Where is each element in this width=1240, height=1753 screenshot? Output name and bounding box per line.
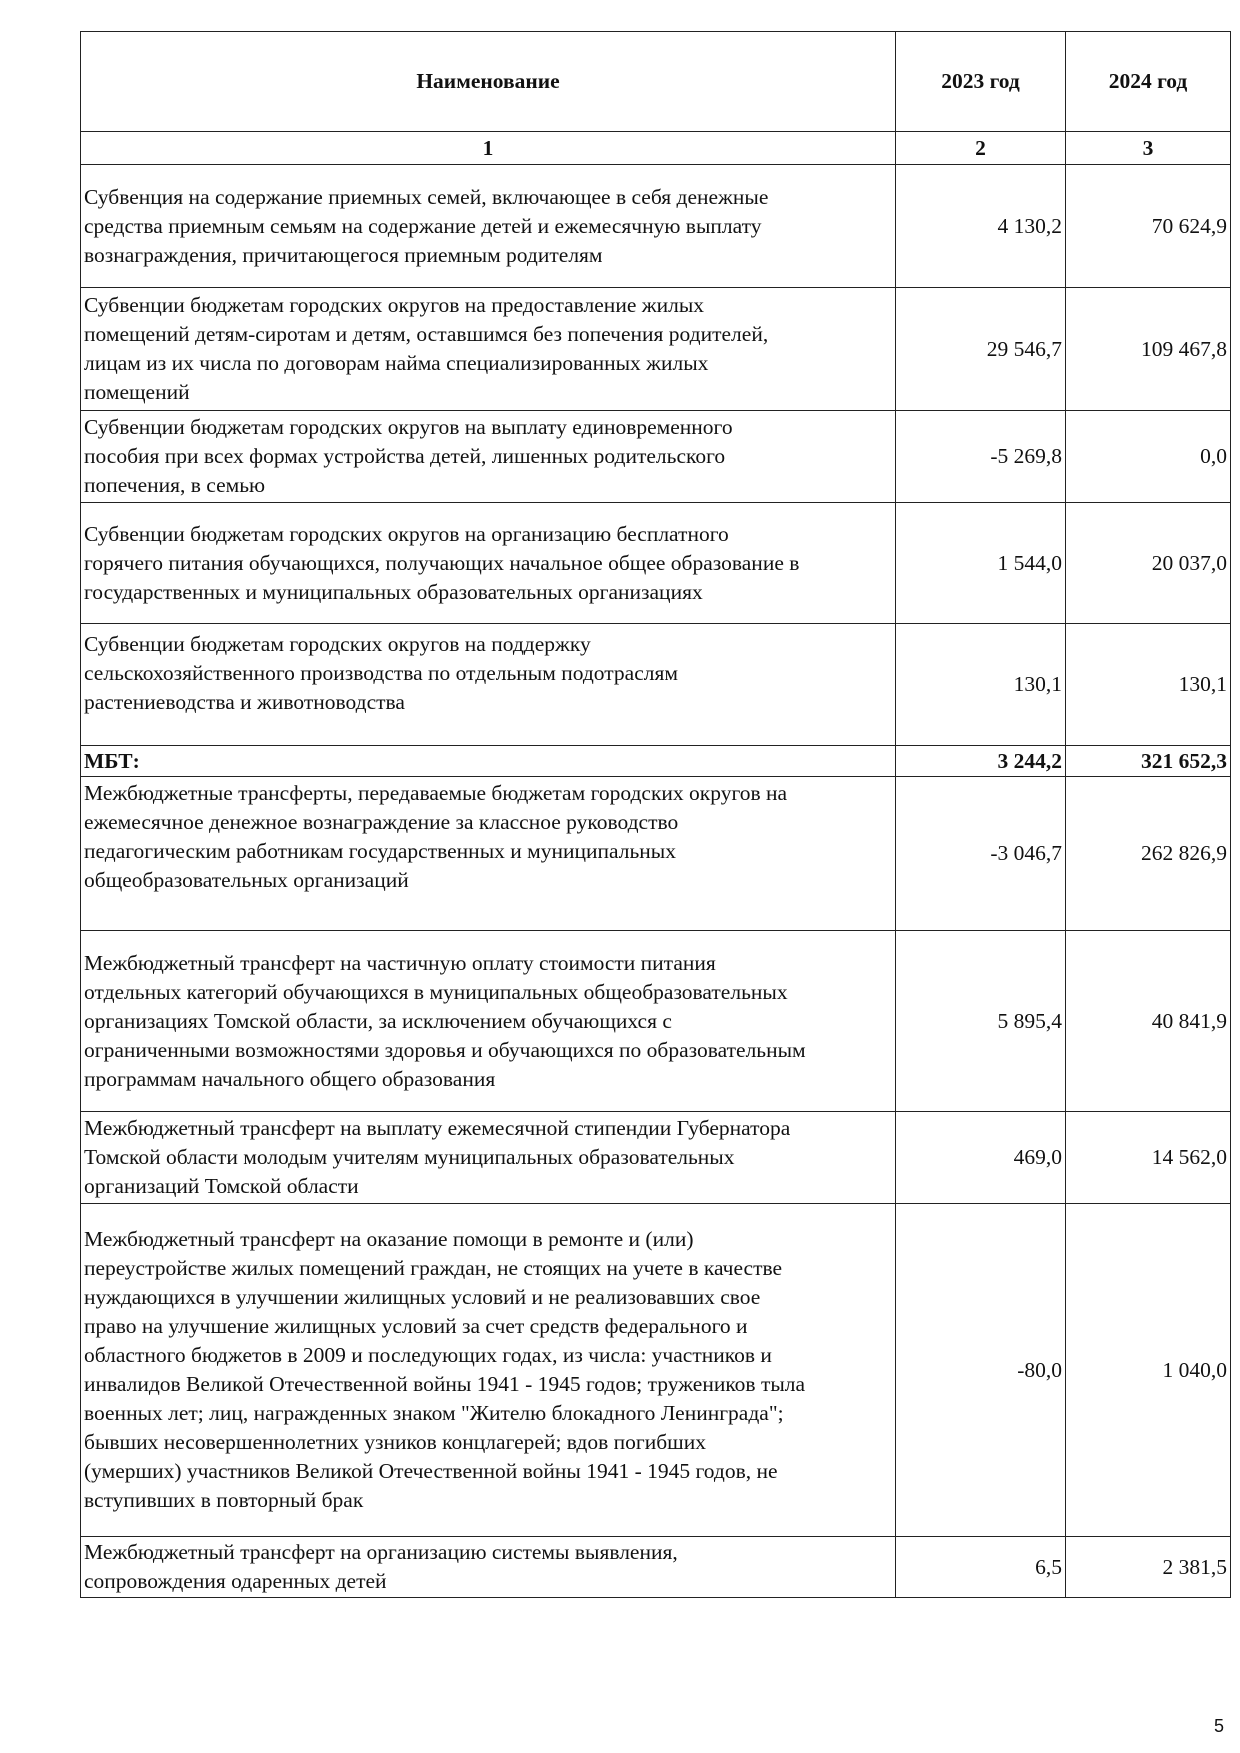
row-name: Субвенции бюджетам городских округов на поддержку сельскохозяйственного производства по отдельным подотраслям растениеводства и животноводства xyxy=(81,624,896,746)
row-2024: 14 562,0 xyxy=(1066,1112,1231,1204)
table-row xyxy=(81,931,1231,1112)
header-row xyxy=(81,32,1231,132)
row-2023: 5 895,4 xyxy=(896,931,1066,1112)
row-name: Субвенции бюджетам городских округов на выплату единовременного пособия при всех формах устройства детей, лишенных родительского попечения, в семью xyxy=(81,411,896,503)
table-row xyxy=(81,288,1231,411)
table-row xyxy=(81,411,1231,503)
table-row xyxy=(81,165,1231,288)
row-2024: 262 826,9 xyxy=(1066,777,1231,931)
row-name: МБТ: xyxy=(81,746,896,777)
row-2024: 70 624,9 xyxy=(1066,165,1231,288)
table-row xyxy=(81,1112,1231,1204)
row-2023: 130,1 xyxy=(896,624,1066,746)
mbt-total-row xyxy=(81,746,1231,777)
table-row xyxy=(81,1537,1231,1598)
table-row xyxy=(81,624,1231,746)
column-number-2: 2 xyxy=(896,132,1066,165)
row-name: Субвенции бюджетам городских округов на организацию бесплатного горячего питания обучающихся, получающих начальное общее образование в государственных и муниципальных образовательных организациях xyxy=(81,503,896,624)
row-2023: -80,0 xyxy=(896,1204,1066,1537)
row-2024: 109 467,8 xyxy=(1066,288,1231,411)
table-row xyxy=(81,1204,1231,1537)
column-number-3: 3 xyxy=(1066,132,1231,165)
column-number-1: 1 xyxy=(81,132,896,165)
row-name: Субвенция на содержание приемных семей, включающее в себя денежные средства приемным семьям на содержание детей и ежемесячную выплату вознаграждения, причитающегося приемным родителям xyxy=(81,165,896,288)
row-2024: 1 040,0 xyxy=(1066,1204,1231,1537)
table-row xyxy=(81,777,1231,931)
row-2024: 2 381,5 xyxy=(1066,1537,1231,1598)
row-2023: 4 130,2 xyxy=(896,165,1066,288)
row-name: Межбюджетные трансферты, передаваемые бюджетам городских округов на ежемесячное денежное вознаграждение за классное руководство педагогическим работникам государственных и муниципальных общеобразовательных организаций xyxy=(81,777,896,931)
header-name: Наименование xyxy=(81,32,896,132)
row-2023: -5 269,8 xyxy=(896,411,1066,503)
row-2024: 321 652,3 xyxy=(1066,746,1231,777)
row-name: Субвенции бюджетам городских округов на предоставление жилых помещений детям-сиротам и детям, оставшимся без попечения родителей, лицам из их числа по договорам найма специализированных жилых помещений xyxy=(81,288,896,411)
row-name: Межбюджетный трансферт на выплату ежемесячной стипендии Губернатора Томской области молодым учителям муниципальных образовательных организаций Томской области xyxy=(81,1112,896,1204)
budget-table xyxy=(80,31,1231,1598)
column-number-row xyxy=(81,132,1231,165)
table-row xyxy=(81,503,1231,624)
row-2023: -3 046,7 xyxy=(896,777,1066,931)
row-2024: 40 841,9 xyxy=(1066,931,1231,1112)
row-name: Межбюджетный трансферт на оказание помощи в ремонте и (или) переустройстве жилых помещений граждан, не стоящих на учете в качестве нуждающихся в улучшении жилищных условий и не реализовавших свое право на улучшение жилищных условий за счет средств федерального и областного бюджетов в 2009 и последующих годах, из числа: участников и инвалидов Великой Отечественной войны 1941 - 1945 годов; тружеников тыла военных лет; лиц, награжденных знаком "Жителю блокадного Ленинграда"; бывших несовершеннолетних узников концлагерей; вдов погибших (умерших) участников Великой Отечественной войны 1941 - 1945 годов, не вступивших в повторный брак xyxy=(81,1204,896,1537)
row-2023: 469,0 xyxy=(896,1112,1066,1204)
row-2024: 20 037,0 xyxy=(1066,503,1231,624)
row-2023: 1 544,0 xyxy=(896,503,1066,624)
row-2023: 6,5 xyxy=(896,1537,1066,1598)
header-2024: 2024 год xyxy=(1066,32,1231,132)
row-2024: 130,1 xyxy=(1066,624,1231,746)
page-number: 5 xyxy=(1214,1716,1225,1736)
row-2023: 29 546,7 xyxy=(896,288,1066,411)
header-2023: 2023 год xyxy=(896,32,1066,132)
row-2023: 3 244,2 xyxy=(896,746,1066,777)
row-name: Межбюджетный трансферт на частичную оплату стоимости питания отдельных категорий обучающихся в муниципальных общеобразовательных организациях Томской области, за исключением обучающихся с ограниченными возможностями здоровья и обучающихся по образовательным программам начального общего образования xyxy=(81,931,896,1112)
row-name: Межбюджетный трансферт на организацию системы выявления, сопровождения одаренных детей xyxy=(81,1537,896,1598)
row-2024: 0,0 xyxy=(1066,411,1231,503)
